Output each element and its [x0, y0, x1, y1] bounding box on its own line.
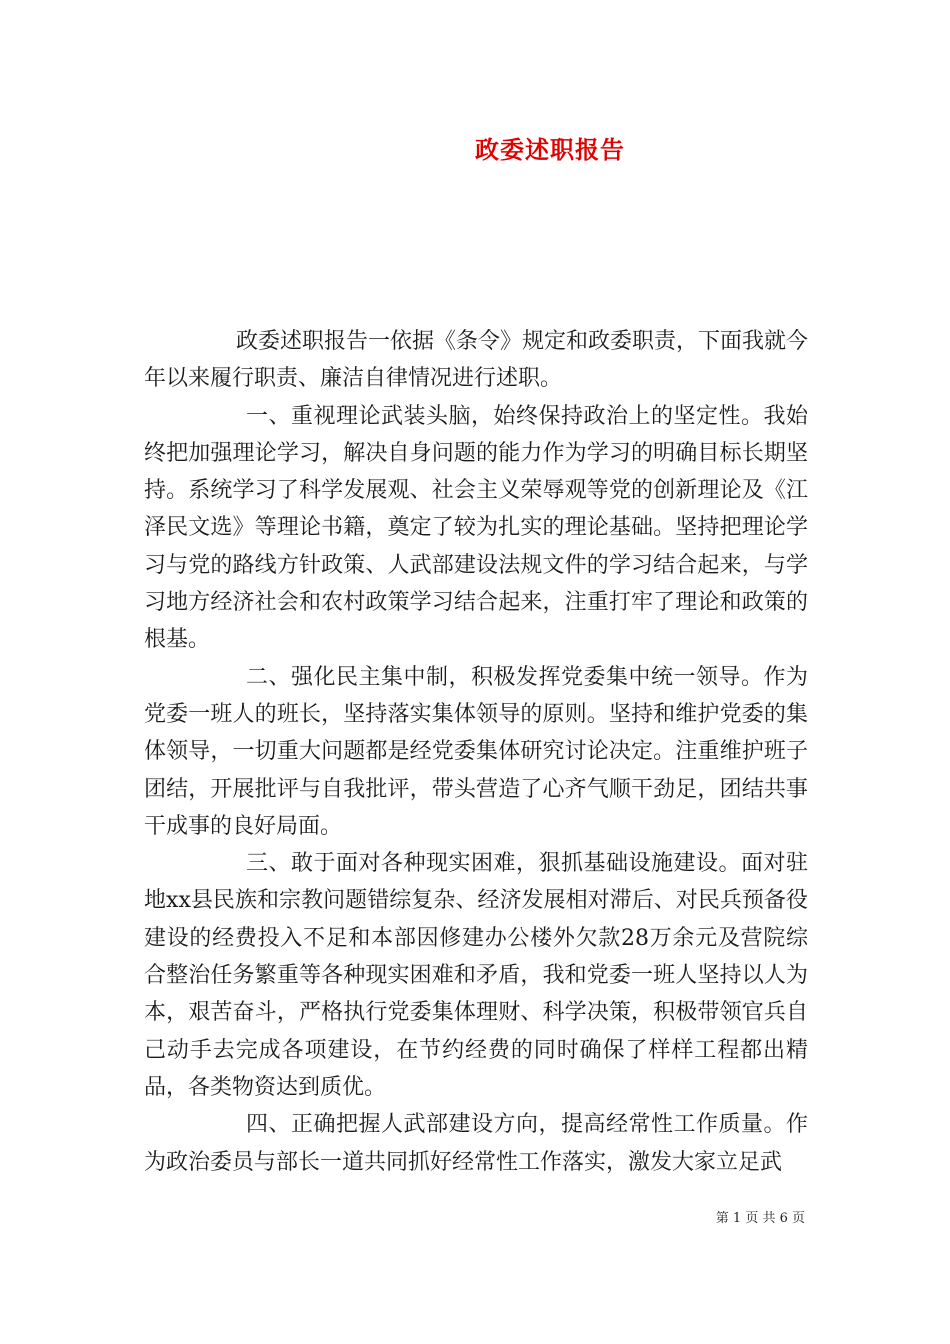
- document-title: 政委述职报告: [475, 135, 625, 164]
- paragraph-section-1: 一、重视理论武装头脑，始终保持政治上的坚定性。我始终把加强理论学习，解决自身问题的能力作为学习的明确目标长期坚持。系统学习了科学发展观、社会主义荣辱观等党的创新理论及《江泽民文选》等理论书籍，奠定了较为扎实的理论基础。坚持把理论学习与党的路线方针政策、人武部建设法规文件的学习结合起来，与学习地方经济社会和农村政策学习结合起来，注重打牢了理论和政策的根基。: [144, 403, 808, 653]
- page-number-text: 第 1 页 共 6 页: [715, 1211, 805, 1226]
- page-number-footer: [716, 1207, 805, 1226]
- paragraph-section-3: 三、敢于面对各种现实困难，狠抓基础设施建设。面对驻地xx县民族和宗教问题错综复杂、经济发展相对滞后、对民兵预备役建设的经费投入不足和本部因修建办公楼外欠款28万余元及营院综合整治任务繁重等各种现实困难和矛盾，我和党委一班人坚持以人为本，艰苦奋斗，严格执行党委集体理财、科学决策，积极带领官兵自己动手去完成各项建设，在节约经费的同时确保了样样工程都出精品，各类物资达到质优。: [144, 851, 808, 1100]
- document-body: [144, 323, 808, 1181]
- paragraph-intro: 政委述职报告一依据《条令》规定和政委职责，下面我就今年以来履行职责、廉洁自律情况进行述职。: [144, 329, 809, 392]
- paragraph-section-4: 四、正确把握人武部建设方向，提高经常性工作质量。作为政治委员与部长一道共同抓好经常性工作落实，激发大家立足武: [144, 1112, 808, 1175]
- paragraph-section-2: 二、强化民主集中制，积极发挥党委集中统一领导。作为党委一班人的班长，坚持落实集体领导的原则。坚持和维护党委的集体领导，一切重大问题都是经党委集体研究讨论决定。注重维护班子团结，开展批评与自我批评，带头营造了心齐气顺干劲足，团结共事干成事的良好局面。: [144, 664, 808, 839]
